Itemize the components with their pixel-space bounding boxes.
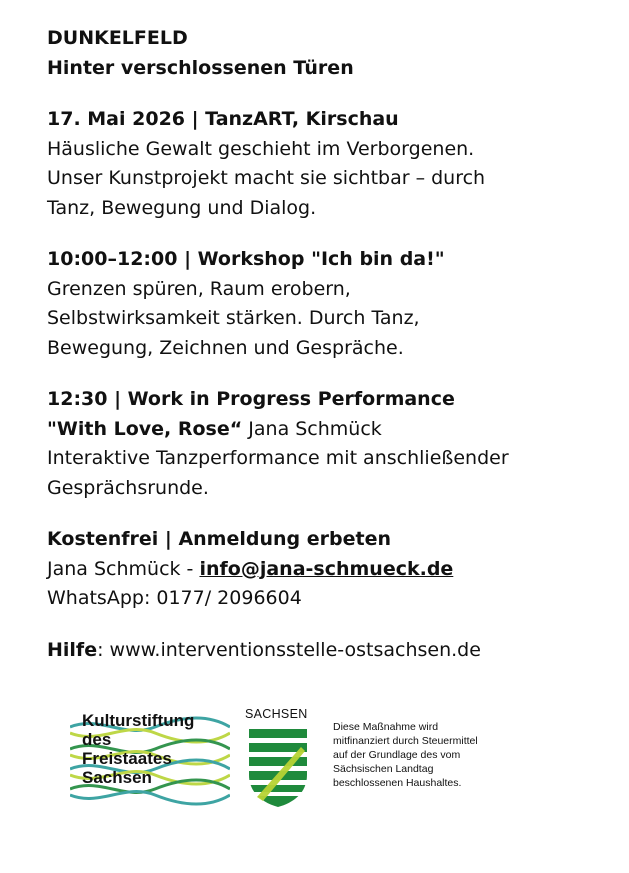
kulturstiftung-wordmark: Kulturstiftung des Freistaates Sachsen: [82, 711, 195, 787]
workshop-line: Selbstwirksamkeit stärken. Durch Tanz,: [47, 307, 420, 329]
performance-heading: 12:30 | Work in Progress Performance: [47, 388, 455, 410]
event-line: Unser Kunstprojekt macht sie sichtbar – durch: [47, 167, 486, 189]
help-label: Hilfe: [47, 638, 98, 661]
workshop-line: Grenzen spüren, Raum erobern,: [47, 277, 351, 300]
help-line: [47, 636, 607, 666]
performance-line: Gesprächsrunde.: [47, 476, 209, 499]
kulturstiftung-logo: [70, 707, 230, 812]
contact-line: [47, 555, 607, 585]
event-line: Häusliche Gewalt geschieht im Verborgenen.: [47, 137, 475, 160]
performance-artist: Jana Schmück: [242, 417, 382, 440]
registration-heading: Kostenfrei | Anmeldung erbeten: [47, 528, 391, 550]
workshop-heading: 10:00–12:00 | Workshop "Ich bin da!": [47, 248, 445, 270]
help-url[interactable]: : www.interventionsstelle-ostsachsen.de: [97, 638, 481, 661]
workshop-line: Bewegung, Zeichnen und Gespräche.: [47, 336, 404, 359]
logo-bar: [70, 707, 610, 817]
performance-title: "With Love, Rose“: [47, 417, 243, 440]
performance-title-line: [47, 415, 607, 445]
whatsapp-line: WhatsApp: 0177/ 2096604: [47, 587, 302, 609]
event-line: Tanz, Bewegung und Dialog.: [47, 196, 317, 219]
flyer-title: DUNKELFELD: [47, 27, 188, 49]
flyer-text: [47, 24, 607, 665]
funding-notice: Diese Maßnahme wird mitfinanziert durch Steuermittel auf der Grundlage des vom Sächsischen Landtag beschlossenen Haushaltes.: [333, 721, 478, 789]
sachsen-logo: [245, 707, 315, 812]
contact-name: Jana Schmück -: [47, 557, 200, 580]
performance-line: Interaktive Tanzperformance mit anschließender: [47, 447, 509, 469]
email-link[interactable]: info@jana-schmueck.de: [199, 557, 454, 580]
sachsen-label: SACHSEN: [245, 707, 308, 721]
flyer-subtitle: Hinter verschlossenen Türen: [47, 56, 354, 79]
saxony-coat-of-arms-icon: [247, 727, 309, 809]
event-heading: 17. Mai 2026 | TanzART, Kirschau: [47, 108, 399, 130]
